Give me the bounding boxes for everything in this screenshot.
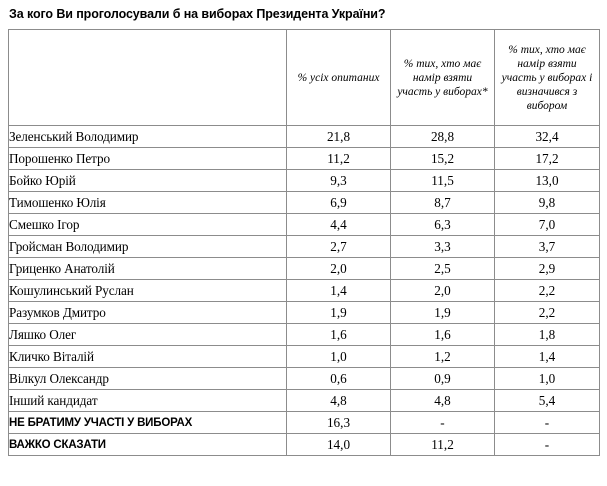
row-value: 2,2: [495, 302, 600, 324]
table-row: [9, 214, 600, 236]
table-row: [9, 390, 600, 412]
row-value: 1,4: [495, 346, 600, 368]
row-value: 0,9: [391, 368, 495, 390]
table-row: [9, 148, 600, 170]
row-value: 2,7: [287, 236, 391, 258]
row-value: 8,7: [391, 192, 495, 214]
row-value: 2,0: [391, 280, 495, 302]
row-value: -: [495, 412, 600, 434]
row-value: 1,0: [495, 368, 600, 390]
row-value: 1,8: [495, 324, 600, 346]
poll-results-table: [8, 29, 600, 456]
row-value: 11,2: [391, 434, 495, 456]
row-label: Порошенко Петро: [9, 148, 287, 170]
table-row: [9, 126, 600, 148]
column-header-intend-to-vote-label: % тих, хто має намір взяти участь у виборах*: [397, 57, 488, 98]
row-label: Тимошенко Юлія: [9, 192, 287, 214]
row-value: 6,9: [287, 192, 391, 214]
page-title: За кого Ви проголосували б на виборах Президента України?: [9, 7, 386, 21]
column-header-intend-to-vote: [391, 30, 495, 126]
row-value: 2,0: [287, 258, 391, 280]
row-value: 2,5: [391, 258, 495, 280]
row-value: 1,6: [287, 324, 391, 346]
table-row: [9, 236, 600, 258]
row-value: 14,0: [287, 434, 391, 456]
row-value: 28,8: [391, 126, 495, 148]
row-label: НЕ БРАТИМУ УЧАСТІ У ВИБОРАХ: [9, 412, 287, 434]
row-value: 2,2: [495, 280, 600, 302]
column-header-decided-voters-label: % тих, хто має намір взяти участь у виборах і визначився з вибором: [501, 43, 593, 112]
table-row: [9, 192, 600, 214]
column-header-all-respondents-label: % усіх опитаних: [297, 71, 380, 84]
row-label: Гройсман Володимир: [9, 236, 287, 258]
row-value: 11,2: [287, 148, 391, 170]
row-value: 4,8: [391, 390, 495, 412]
table-header-row: [9, 30, 600, 126]
row-label: Бойко Юрій: [9, 170, 287, 192]
row-value: 6,3: [391, 214, 495, 236]
row-label: Зеленський Володимир: [9, 126, 287, 148]
table-row: [9, 258, 600, 280]
row-label: Ляшко Олег: [9, 324, 287, 346]
row-label: Смешко Ігор: [9, 214, 287, 236]
row-value: 11,5: [391, 170, 495, 192]
row-value: 4,4: [287, 214, 391, 236]
column-header-candidate: [9, 30, 287, 126]
row-value: 1,0: [287, 346, 391, 368]
row-value: 0,6: [287, 368, 391, 390]
table-row: [9, 346, 600, 368]
row-value: 7,0: [495, 214, 600, 236]
row-label: Разумков Дмитро: [9, 302, 287, 324]
row-value: 1,2: [391, 346, 495, 368]
row-value: 5,4: [495, 390, 600, 412]
row-label: Гриценко Анатолій: [9, 258, 287, 280]
row-value: 3,3: [391, 236, 495, 258]
row-value: 13,0: [495, 170, 600, 192]
table-row: [9, 302, 600, 324]
row-value: 15,2: [391, 148, 495, 170]
table-row: [9, 280, 600, 302]
row-label: ВАЖКО СКАЗАТИ: [9, 434, 287, 456]
row-label: Кошулинський Руслан: [9, 280, 287, 302]
row-value: 32,4: [495, 126, 600, 148]
row-label: Вілкул Олександр: [9, 368, 287, 390]
row-value: 16,3: [287, 412, 391, 434]
row-value: 4,8: [287, 390, 391, 412]
table-row: [9, 324, 600, 346]
row-value: 2,9: [495, 258, 600, 280]
row-value: 17,2: [495, 148, 600, 170]
row-value: -: [495, 434, 600, 456]
row-label: Кличко Віталій: [9, 346, 287, 368]
column-header-decided-voters: [495, 30, 600, 126]
row-label: Інший кандидат: [9, 390, 287, 412]
row-value: 9,3: [287, 170, 391, 192]
row-value: 1,4: [287, 280, 391, 302]
row-value: -: [391, 412, 495, 434]
table-row: [9, 434, 600, 456]
column-header-all-respondents: [287, 30, 391, 126]
row-value: 1,6: [391, 324, 495, 346]
table-row: [9, 412, 600, 434]
table-row: [9, 368, 600, 390]
row-value: 3,7: [495, 236, 600, 258]
table-row: [9, 170, 600, 192]
row-value: 21,8: [287, 126, 391, 148]
row-value: 1,9: [391, 302, 495, 324]
table-header: [9, 30, 600, 126]
row-value: 9,8: [495, 192, 600, 214]
table-body: [9, 126, 600, 456]
row-value: 1,9: [287, 302, 391, 324]
